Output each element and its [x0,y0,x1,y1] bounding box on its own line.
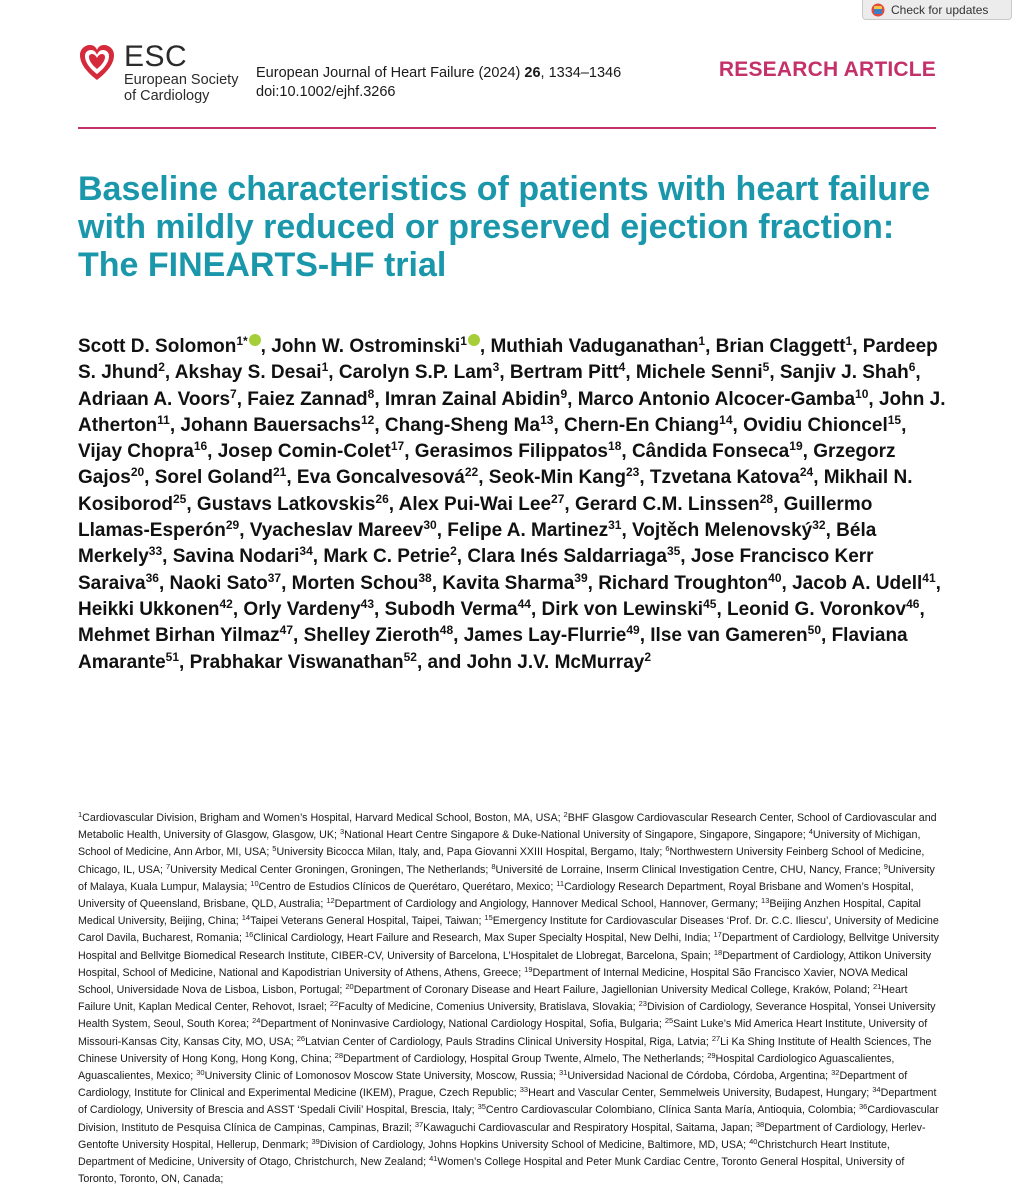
author [169,570,282,594]
author-name: Vojtěch Melenovský [632,520,813,542]
affiliation-text: Division of Cardiology, Johns Hopkins University School of Medicine, Baltimore, MD, USA; [319,1138,747,1151]
author-name: John J. Atherton [78,388,946,436]
affiliation-text: Centro de Estudios Clínicos de Querétaro, Querétaro, Mexico; [258,880,554,893]
author-affiliation-number: 28 [759,491,774,506]
affiliation-number: 40 [749,1136,758,1146]
affiliation-text: Emergency Institute for Cardiovascular Diseases ‘Prof. Dr. C.C. Iliescu’, University of Medicine Carol Davila, Bucharest, Romania; [78,915,939,945]
affiliation-number: 15 [484,913,493,923]
author [650,625,821,646]
author-affiliation-number: 10 [855,386,869,401]
affiliation-number: 31 [558,1068,568,1078]
affiliation-text: Christchurch Heart Institute, Department of Medicine, University of Otago, Christchurch, New Zealand; [78,1138,890,1169]
affiliation [559,1070,828,1082]
affiliation-number: 36 [859,1102,868,1112]
affiliation-number: 8 [491,861,496,871]
author-name: Richard Troughton [598,572,769,594]
author [250,520,437,541]
author-affiliation-number: 37 [267,570,282,585]
author-name: John W. Ostrominski [271,336,461,357]
author-affiliation-number: 34 [299,544,313,559]
affiliation [311,1136,747,1151]
author-affiliation-number: 17 [390,439,405,454]
affiliation-text: Women’s College Hospital and Peter Munk Cardiac Centre, Toronto General Hospital, University of Toronto, Toronto, ON, Canada; [78,1156,905,1186]
affiliation-number: 21 [872,982,882,992]
affiliation [296,1033,709,1048]
author-affiliation-number: 1 [460,334,467,348]
author-name: Shelley Zieroth [303,625,440,647]
affiliation-number: 22 [329,999,339,1009]
author-affiliation-number: 16 [193,439,208,454]
author [243,596,375,620]
author-name: Chang-Sheng Ma [384,414,541,436]
author-name: Mikhail N. Kosiborod [78,467,913,515]
affiliation [165,861,489,876]
affiliation-number: 23 [638,999,647,1009]
affiliation-text: National Heart Centre Singapore & Duke-National University of Singapore, Singapore, Singapore; [344,829,806,842]
author-name: Muthiah Vaduganathan [490,336,699,357]
affiliation [252,1018,662,1030]
author [297,467,478,488]
affiliation-number: 19 [524,964,533,974]
affiliation-number: 17 [713,930,722,940]
affiliation-number: 20 [345,982,354,992]
affiliation [250,878,554,893]
author-affiliation-number: 48 [439,623,454,638]
author-name: Subodh Verma [384,598,518,620]
author-affiliation-number: 6 [908,360,916,375]
journal-name: European Journal of Heart Failure (2024) [256,65,525,81]
affiliation-text: Department of Noninvasive Cardiology, National Cardiology Hospital, Sofia, Bulgaria; [260,1018,662,1031]
author-name: Johann Bauersachs [180,414,361,436]
affiliation-number: 6 [665,844,670,854]
author-name: Eva Goncalvesová [296,467,465,489]
author-name: Ovidiu Chioncel [743,414,888,436]
author-affiliation-number: 14 [719,412,733,427]
journal-pages: , 1334–1346 [540,65,622,81]
affiliation-text: Department of Cardiology, Bellvitge University Hospital and Bellvitge Biomedical Research Institute, CIBER-CV, University of Barcelona, L’Hospitalet de Llobregat, Barcelona, Spain; [78,932,940,962]
author [78,625,293,646]
doi[interactable]: doi:10.1002/ejhf.3266 [256,84,396,100]
author [632,441,803,462]
author-name: Alex Pui-Wai Lee [398,493,552,515]
author-name: James Lay-Flurrie [463,625,627,647]
affiliation-text: Department of Cardiology, University of Brescia and ASST ‘Spedali Civili’ Hospital, Brescia, Italy; [78,1087,937,1117]
author-affiliation-number: 8 [367,386,375,401]
affiliation-text: Hospital Cardiologico Aguascalientes, Aguascalientes, Mexico; [78,1052,895,1083]
author-name: Heikki Ukkonen [78,598,220,620]
author-name: Béla Merkely [78,520,877,568]
affiliation-number: 38 [755,1119,765,1129]
author-name: Leonid G. Voronkov [727,598,907,620]
author [384,386,568,410]
author-name: Gerasimos Filippatos [414,441,609,463]
affiliation [340,829,806,841]
logo-subtitle-2: of Cardiology [124,88,210,104]
affiliation-number: 33 [519,1085,529,1095]
author-affiliation-number: 33 [148,544,163,559]
author-affiliation-number: 25 [173,491,187,506]
author-affiliation-number: 29 [225,518,240,533]
author-affiliation-number: 52 [403,649,417,664]
author-affiliation-number: 41 [922,570,936,585]
affiliation-text: Beijing Anzhen Hospital, Capital Medical University, Beijing, China; [78,898,921,928]
author-affiliation-number: 4 [618,360,626,375]
affiliation-number: 9 [883,861,888,871]
author-name: Morten Schou [291,572,419,594]
author [447,520,621,541]
author [339,362,500,383]
author [564,412,733,436]
author-affiliation-number: 36 [145,570,159,585]
author [577,386,869,410]
logo-esc-text: ESC [124,40,188,73]
header-divider [78,127,936,129]
author-affiliation-number: 47 [279,623,294,638]
author [541,596,717,620]
author-affiliation-number: 5 [762,360,770,375]
heart-logo-icon [78,42,116,84]
affiliation [326,898,758,910]
affiliation-number: 4 [808,827,813,837]
author [636,362,769,383]
affiliation-text: Department of Cardiology, Hospital Group Twente, Almelo, The Netherlands; [343,1052,705,1065]
author-name: Brian Claggett [715,336,846,357]
author [155,467,287,488]
affiliation-text: University Medical Center Groningen, Groningen, The Netherlands; [170,863,489,876]
affiliation-number: 39 [311,1136,320,1146]
affiliation-text: Universidad Nacional de Córdoba, Córdoba, Argentina; [567,1070,829,1083]
affiliation-text: Department of Cardiology, Institute for Clinical and Experimental Medicine (IKEM), Prague, Czech Republic; [78,1070,908,1100]
author [173,546,313,567]
affiliation-number: 18 [713,947,723,957]
author-name: Scott D. Solomon [78,336,237,357]
affiliation-text: Division of Cardiology, Severance Hospital, Yonsei University Health System, Seoul, South Korea; [78,1001,936,1031]
author [574,491,774,515]
logo-subtitle-1: European Society [124,72,239,88]
author-affiliation-number: 3 [492,360,500,375]
author-affiliation-number: 23 [626,465,640,480]
author [650,467,813,488]
author [218,441,404,462]
affiliation-number: 29 [707,1050,716,1060]
affiliation-text: Saint Luke’s Mid America Heart Institute, University of Missouri-Kansas City, Kansas City, MO, USA; [78,1018,928,1048]
author [175,362,329,383]
affiliation-number: 24 [252,1016,261,1026]
author [78,596,233,620]
author-name: Sorel Goland [154,467,273,489]
author-name: Kavita Sharma [442,572,575,594]
affiliation-text: University of Michigan, School of Medicine, Ann Arbor, MI, USA; [78,829,921,859]
author-name: Grzegorz Gajos [78,441,896,489]
author-name: Chern-En Chiang [564,414,720,436]
affiliation-text: Department of Cardiology, Attikon University Hospital, School of Medicine, National and Kapodistrian University of Athens, Athens, Greece; [78,949,932,979]
affiliation-list [78,810,940,1188]
check-for-updates-button[interactable] [862,0,1012,20]
affiliation-text: Centro Cardiovascular Colombiano, Clínica Santa María, Antioquia, Colombia; [485,1104,857,1117]
author [716,336,853,357]
author [489,467,640,488]
author-name: Orly Vardeny [243,598,361,620]
author-affiliation-number: 39 [574,570,588,585]
affiliation-text: Clinical Cardiology, Heart Failure and Research, Max Super Specialty Hospital, New Delhi, India; [253,932,711,945]
affiliation-text: Cardiovascular Division, Instituto de Pesquisa Clínica de Campinas, Campinas, Brazil; [78,1104,939,1134]
author [384,596,531,620]
author-affiliation-number: 26 [375,491,389,506]
affiliation [245,932,711,944]
author-affiliation-number: 21 [272,465,287,480]
author [78,441,207,462]
affiliation-number: 16 [244,930,254,940]
affiliation-text: Li Ka Shing Institute of Health Sciences, The Chinese University of Hong Kong, Hong Kong, China; [78,1035,932,1065]
author [632,520,826,541]
author [780,362,916,383]
affiliation-text: Department of Coronary Disease and Heart Failure, Jagiellonian University Medical College, Kraków, Poland; [353,984,870,997]
journal-volume: 26 [524,65,541,81]
affiliation [491,861,881,876]
author-affiliation-number: 43 [360,596,375,611]
journal-citation [256,64,621,102]
author-name: Clara Inés Saldarriaga [467,546,667,568]
author-affiliation-number: 35 [666,544,681,559]
author-affiliation-number: 1 [845,334,853,348]
affiliation-text: Department of Cardiology, Herlev-Gentofte University Hospital, Hellerup, Denmark; [78,1121,926,1151]
affiliation [334,1050,705,1065]
author-name: Naoki Sato [169,572,268,594]
affiliation-number: 35 [477,1102,486,1112]
affiliation-number: 12 [326,896,335,906]
author-affiliation-number: 18 [608,439,622,454]
author-name: Gerard C.M. Linssen [574,493,760,515]
author-name: Jacob A. Udell [792,572,923,594]
affiliation [196,1070,556,1082]
author-affiliation-number: 9 [560,386,568,401]
affiliation-text: Cardiovascular Division, Brigham and Women’s Hospital, Harvard Medical School, Boston, MA, USA; [82,812,561,824]
author-name: Flaviana Amarante [78,625,908,673]
author-affiliation-number: 12 [360,412,375,427]
affiliation-number: 11 [556,878,565,888]
author [415,441,622,462]
affiliation-text: University Clinic of Lomonosov Moscow State University, Moscow, Russia; [204,1070,556,1083]
author-affiliation-number: 50 [807,623,822,638]
author-affiliation-number: 27 [551,491,565,506]
affiliation-text: Cardiology Research Department, Royal Brisbane and Women’s Hospital, University of Queensland, Brisbane, QLD, Australia; [78,880,914,911]
affiliation [345,984,870,996]
author-name: Tzvetana Katova [649,467,800,489]
author [727,596,920,620]
author-affiliation-number: 1 [321,360,329,375]
affiliation-number: 32 [831,1068,840,1078]
author [792,570,936,594]
author-affiliation-number: 22 [464,465,479,480]
author-affiliation-number: 32 [812,518,826,533]
author-name: Mehmet Birhan Yilmaz [78,625,280,647]
author [189,649,417,673]
affiliation-number: 28 [334,1050,344,1060]
author-affiliation-number: 44 [517,596,531,611]
affiliation-text: University of Malaya, Kuala Lumpur, Malaysia; [78,863,935,893]
author-name: Vijay Chopra [78,441,194,463]
author-name: Josep Comin-Colet [217,441,391,463]
affiliation-number: 3 [339,827,345,837]
affiliation-text: Taipei Veterans General Hospital, Taipei, Taiwan; [250,915,482,928]
author-name: Faiez Zannad [247,388,368,410]
crossmark-icon [871,3,885,17]
affiliation [330,1001,636,1013]
author-name: Cândida Fonseca [631,441,790,463]
author [398,491,565,515]
affiliation [272,846,662,858]
author-affiliation-number: 49 [626,623,640,638]
author-affiliation-number: 31 [608,518,622,533]
author-name: Imran Zainal Abidin [384,388,561,410]
author [291,570,432,594]
affiliation-number: 14 [241,913,251,923]
affiliation-number: 34 [872,1085,881,1095]
affiliation-number: 27 [711,1033,721,1043]
author [464,625,640,646]
affiliation-text: Latvian Center of Cardiology, Pauls Stradins Clinical University Hospital, Riga, Latvia; [305,1035,709,1048]
affiliation-number: 10 [250,878,259,888]
affiliation-number: 2 [563,810,568,819]
author-affiliation-number: 24 [799,465,814,480]
author-name: Marco Antonio Alcocer-Gamba [577,388,856,410]
affiliation [78,812,561,824]
affiliation-text: BHF Glasgow Cardiovascular Research Center, School of Cardiovascular and Metabolic Health, University of Glasgow, Glasgow, UK; [78,812,937,842]
author-name: Guillermo Llamas-Esperón [78,493,873,542]
author-list: Scott D. Solomon$^{1*}$ , John W. Ostrominski$^1$ , Muthiah Vaduganathan$^1$, Brian Claggett$^1$, Pardeep S. Jhund$^2$, Akshay S. Desai$^1$, Carolyn S.P. Lam$^3$, Bertram Pitt$^4$, Michele Senni$^5$, Sanjiv J. Shah$^6$, Adriaan A. Voors$^7$, Faiez Zannad$^8$, Imran Zainal Abidin$^9$, Marco Antonio Alcocer-Gamba$^{10}$, John J. Atherton$^{11}$, Johann Bauersachs$^{12}$, Chang-Sheng Ma$^{13}$, Chern-En Chiang$^{14}$, Ovidiu Chioncel$^{15}$, Vijay Chopra$^{16}$, Josep Comin-Colet$^{17}$, Gerasimos Filippatos$^{18}$, Cândida Fonseca$^{19}$, Grzegorz Gajos$^{20}$, Sorel Goland$^{21}$, Eva Goncalvesová$^{22}$, Seok-Min Kang$^{23}$, Tzvetana Katova$^{24}$, Mikhail N. Kosiborod$^{25}$, Gustavs Latkovskis$^{26}$, Alex Pui-Wai Lee$^{27}$, Gerard C.M. Linssen$^{28}$, Guillermo Llamas-Esperón$^{29}$, Vyacheslav Mareev$^{30}$, Felipe A. Martinez$^{31}$, Vojtěch Melenovský$^{32}$, Béla Merkely$^{33}$, Savina Nodari$^{34}$, Mark C. Petrie$^2$, Clara Inés Saldarriaga$^{35}$, Jose Francisco Kerr Saraiva$^{36}$, Naoki Sato$^{37}$, Morten Schou$^{38}$, Kavita Sharma$^{39}$, Richard Troughton$^{40}$, Jacob A. Udell$^{41}$, Heikki Ukkonen$^{42}$, Orly Vardeny$^{43}$, Subodh Verma$^{44}$, Dirk von Lewinski$^{45}$, Leonid G. Voronkov$^{46}$, Mehmet Birhan Yilmaz$^{47}$, Shelley Zieroth$^{48}$, James Lay-Flurrie$^{49}$, Ilse van Gameren$^{50}$, Flaviana Amarante$^{51}$, Prabhakar Viswanathan$^{52}$, and John J.V. McMurray$^2$ [78,334,946,673]
author-name: Prabhakar Viswanathan [189,651,404,673]
affiliation-number: 5 [272,844,277,854]
orcid-icon[interactable] [249,334,261,346]
affiliation-number: 26 [296,1033,306,1043]
author-affiliation-number: 19 [789,439,803,454]
affiliation-text: Heart Failure Unit, Kaplan Medical Center, Rehovot, Israel; [78,984,908,1014]
author-name: Seok-Min Kang [488,467,626,489]
check-for-updates-label: Check for updates [891,2,989,17]
author [247,386,375,410]
affiliation-number: 7 [165,861,171,871]
author-affiliation-number: 2 [158,360,165,375]
author [598,570,782,594]
affiliation-text: Faculty of Medicine, Comenius University, Bratislava, Slovakia; [338,1001,636,1014]
author-name: Michele Senni [635,362,763,384]
author-name: Sanjiv J. Shah [779,362,909,384]
affiliation-number: 25 [664,1016,674,1026]
author-name: Gustavs Latkovskis [196,493,376,515]
author-name: Akshay S. Desai [174,362,322,384]
author-affiliation-number: 20 [130,465,145,480]
author [442,570,588,594]
author-affiliation-number: 7 [230,386,237,401]
author-affiliation-number: 13 [540,412,554,427]
esc-logo [78,42,238,104]
affiliation-number: 30 [196,1068,205,1078]
author [467,546,680,567]
author [180,412,375,436]
affiliation-number: 13 [761,896,770,906]
author-name: Mark C. Petrie [323,546,451,568]
author-affiliation-number: 30 [423,518,437,533]
author-affiliation-number: 1* [236,334,248,348]
author-affiliation-number: 2 [644,649,652,664]
author-affiliation-number: 51 [165,649,180,664]
author-affiliation-number: 1 [698,334,706,348]
affiliation-text: Université de Lorraine, Inserm Clinical Investigation Centre, CHU, Nancy, France; [495,863,881,876]
author-affiliation-number: 38 [418,570,432,585]
author-name: Vyacheslav Mareev [249,520,424,542]
author-name: Dirk von Lewinski [541,598,704,620]
author [384,412,554,436]
author-name: Jose Francisco Kerr Saraiva [78,546,874,594]
affiliation-text: Department of Cardiology and Angiology, Hannover Medical School, Hannover, Germany; [334,898,759,911]
author [196,491,389,515]
affiliation-number: 37 [414,1119,424,1129]
article-type: RESEARCH ARTICLE [718,58,936,81]
author-affiliation-number: 15 [887,412,902,427]
author-affiliation-number: 40 [768,570,782,585]
orcid-icon[interactable] [468,334,480,346]
affiliation [414,1119,753,1134]
affiliation-number: 41 [429,1154,438,1164]
author-name: Savina Nodari [172,546,300,568]
affiliation-text: Kawaguchi Cardiovascular and Respiratory Hospital, Saitama, Japan; [423,1121,753,1134]
affiliation-text: Department of Internal Medicine, Hospital São Francisco Xavier, NOVA Medical School, Universidade Nova de Lisboa, Lisbon, Portugal; [78,966,908,997]
author-affiliation-number: 42 [219,596,233,611]
author-affiliation-number: 2 [450,544,457,559]
author [271,336,480,357]
affiliation [520,1087,870,1099]
article-title: Baseline characteristics of patients with heart failure with mildly reduced or preserved ejection fraction: The FINEARTS-HF trial [78,170,931,284]
author-name: Felipe A. Martinez [447,520,609,542]
author [323,546,456,567]
author-affiliation-number: 11 [157,412,170,427]
author-name: Ilse van Gameren [650,625,808,647]
author [743,412,902,436]
author [510,362,625,383]
author [78,386,237,410]
affiliation-number: 1 [78,810,83,819]
affiliation [242,915,482,927]
author [490,336,705,357]
author-name: Pardeep S. Jhund [78,336,938,384]
author-name: Carolyn S.P. Lam [338,362,493,384]
author: and John J.V. McMurray$^2$ [427,649,652,673]
author-affiliation-number: 45 [703,596,717,611]
author-name: John J.V. McMurray [466,651,645,673]
affiliation-text: Heart and Vascular Center, Semmelweis University, Budapest, Hungary; [528,1087,870,1100]
author-name: Adriaan A. Voors [78,388,231,410]
author-affiliation-number: 46 [906,596,920,611]
journal-line [256,64,621,83]
affiliation-text: Northwestern University Feinberg School of Medicine, Chicago, IL, USA; [78,846,925,876]
author [304,625,454,646]
author-name: Bertram Pitt [509,362,619,384]
author [78,336,261,357]
affiliation-text: University Bicocca Milan, Italy, and, Papa Giovanni XXIII Hospital, Bergamo, Italy; [276,846,663,859]
affiliation [478,1104,856,1116]
